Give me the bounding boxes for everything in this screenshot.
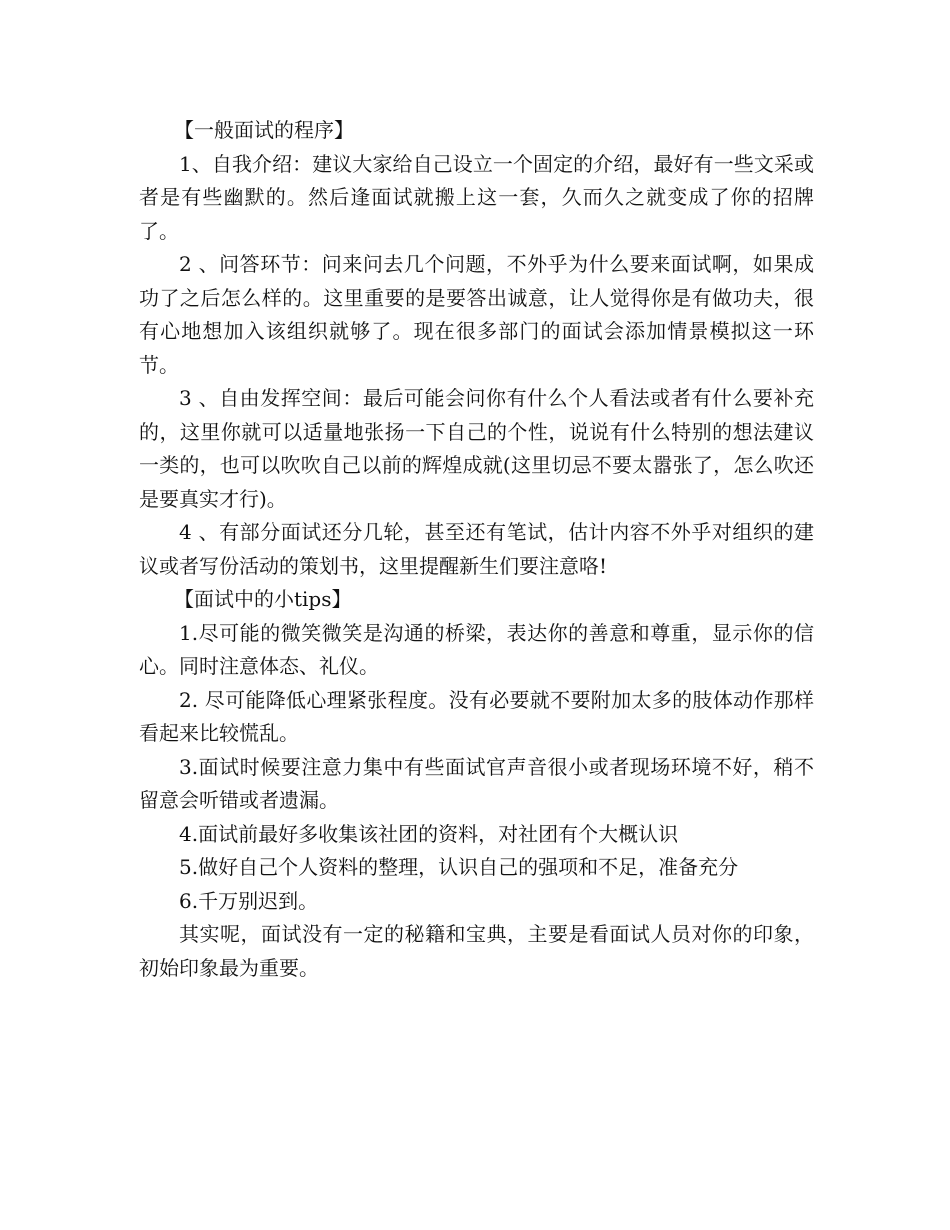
section-heading-tips: 【面试中的小tips】 [174, 587, 352, 611]
tip-item-6: 6.千万别迟到。 [179, 888, 319, 913]
section-heading-procedure: 【一般面试的程序】 [174, 118, 354, 142]
procedure-item-3: 3 、自由发挥空间：最后可能会问你有什么个人看法或者有什么要补充的，这里你就可以适量地张扬一下自己的个性，说说有什么特别的想法建议一类的，也可以吹吹自己以前的辉煌成就(这里切忌不要太嚣张了，怎么吹还是要真实才行)。 [139, 386, 814, 511]
tip-item-1: 1.尽可能的微笑微笑是沟通的桥梁，表达你的善意和尊重，显示你的信心。同时注意体态、礼仪。 [139, 620, 814, 678]
tip-item-3: 3.面试时候要注意力集中有些面试官声音很小或者现场环境不好，稍不留意会听错或者遗漏。 [139, 754, 814, 812]
procedure-item-4: 4 、有部分面试还分几轮，甚至还有笔试，估计内容不外乎对组织的建议或者写份活动的策划书，这里提醒新生们要注意咯! [139, 520, 814, 578]
tip-item-5: 5.做好自己个人资料的整理，认识自己的强项和不足，准备充分 [179, 855, 739, 879]
procedure-item-1: 1、自我介绍：建议大家给自己设立一个固定的介绍，最好有一些文采或者是有些幽默的。然后逢面试就搬上这一套，久而久之就变成了你的招牌了。 [139, 151, 814, 243]
document-body [139, 114, 814, 985]
procedure-item-2: 2 、问答环节：问来问去几个问题，不外乎为什么要来面试啊，如果成功了之后怎么样的。这里重要的是要答出诚意，让人觉得你是有做功夫，很有心地想加入该组织就够了。现在很多部门的面试会添加情景模拟这一环节。 [139, 252, 814, 377]
tip-item-2: 2. 尽可能降低心理紧张程度。没有必要就不要附加太多的肢体动作那样看起来比较慌乱。 [139, 687, 814, 745]
closing-paragraph: 其实呢，面试没有一定的秘籍和宝典，主要是看面试人员对你的印象，初始印象最为重要。 [139, 922, 814, 980]
tip-item-4: 4.面试前最好多收集该社团的资料，对社团有个大概认识 [179, 821, 679, 846]
